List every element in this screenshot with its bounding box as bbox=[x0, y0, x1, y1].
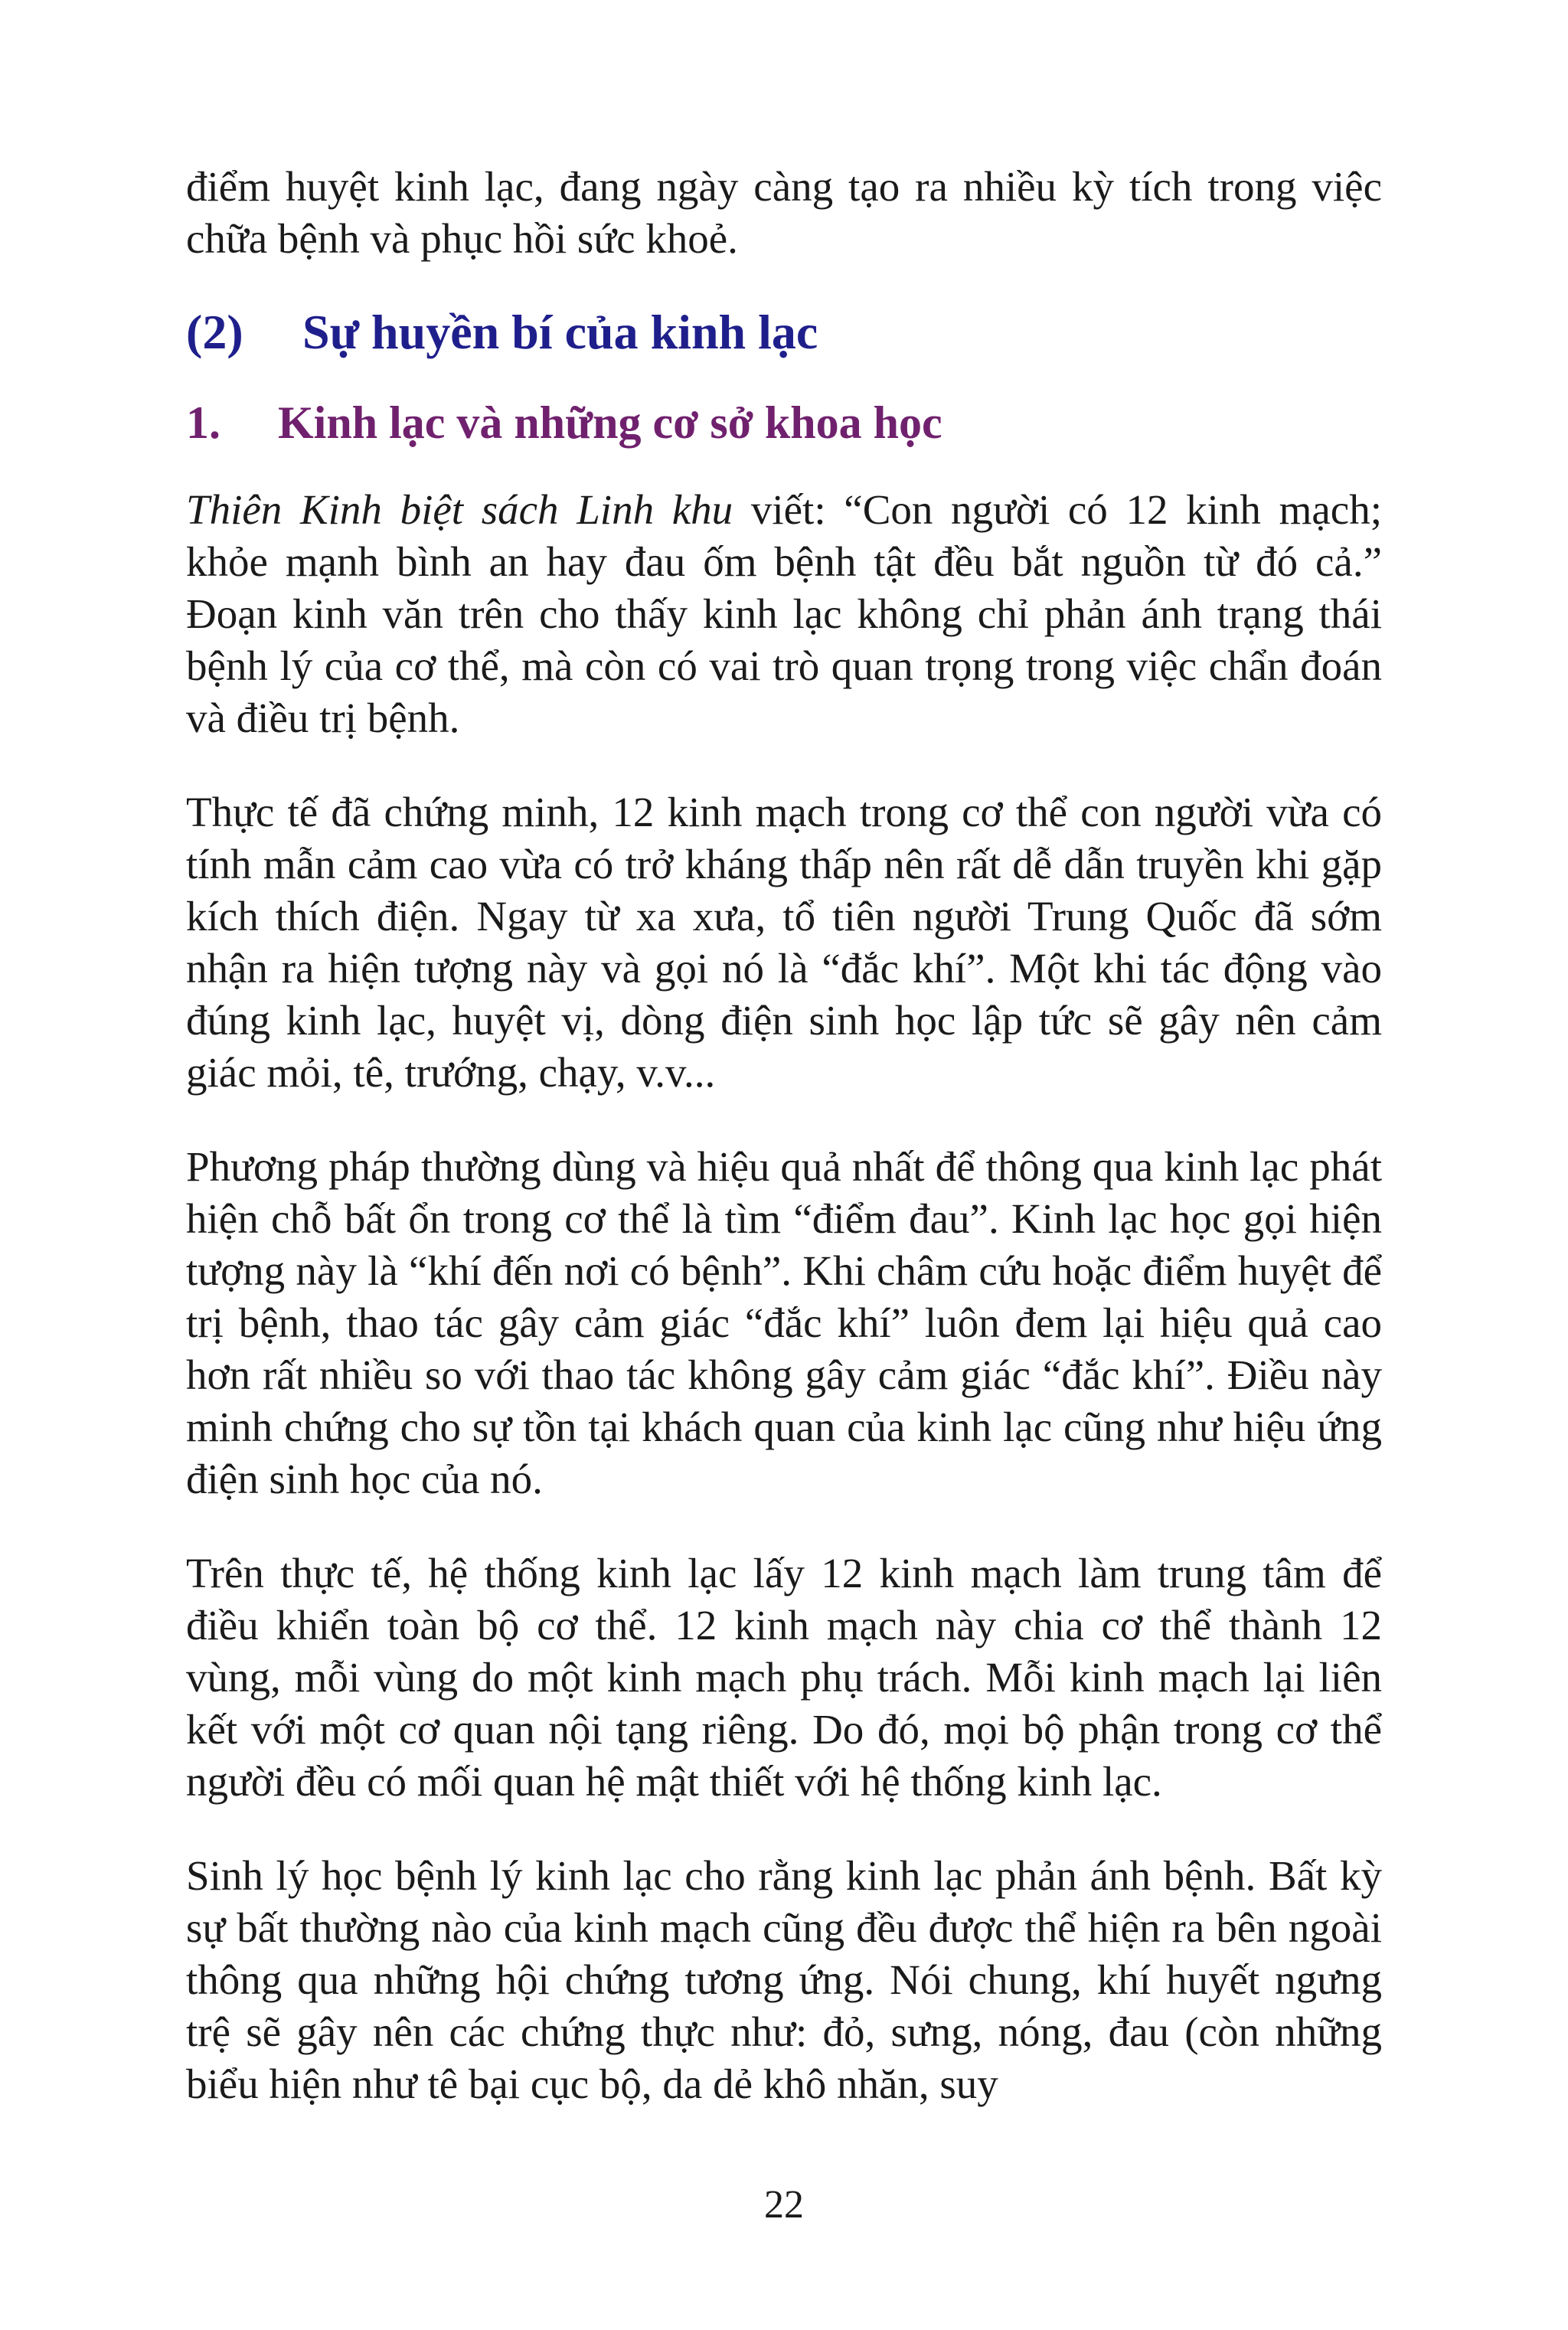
subsection-title: Kinh lạc và những cơ sở khoa học bbox=[278, 397, 942, 448]
body-paragraph-3: Phương pháp thường dùng và hiệu quả nhất để thông qua kinh lạc phát hiện chỗ bất ổn trong cơ thể là tìm “điểm đau”. Kinh lạc học gọi hiện tượng này là “khí đến nơi có bệnh”. Khi châm cứu hoặc điểm huyệt để trị bệnh, thao tác gây cảm giác “đắc khí” luôn đem lại hiệu quả cao hơn rất nhiều so với thao tác không gây cảm giác “đắc khí”. Điều này minh chứng cho sự tồn tại khách quan của kinh lạc cũng như hiệu ứng điện sinh học của nó. bbox=[186, 1143, 1382, 1502]
body-paragraph-5: Sinh lý học bệnh lý kinh lạc cho rằng kinh lạc phản ánh bệnh. Bất kỳ sự bất thường nào của kinh mạch cũng đều được thể hiện ra bên ngoài thông qua những hội chứng tương ứng. Nói chung, khí huyết ngưng trệ sẽ gây nên các chứng thực như: đỏ, sưng, nóng, đau (còn những biểu hiện như tê bại cục bộ, da dẻ khô nhăn, suy bbox=[186, 1852, 1382, 2107]
subsection-heading bbox=[186, 394, 1382, 452]
page-number: 22 bbox=[764, 2183, 804, 2227]
subsection-number: 1. bbox=[186, 397, 220, 448]
intro-paragraph: điểm huyệt kinh lạc, đang ngày càng tạo ra nhiều kỳ tích trong việc chữa bệnh và phục hồi sức khoẻ. bbox=[186, 163, 1382, 262]
section-title: Sự huyền bí của kinh lạc bbox=[302, 305, 818, 359]
body-paragraph-4: Trên thực tế, hệ thống kinh lạc lấy 12 kinh mạch làm trung tâm để điều khiển toàn bộ cơ thể. 12 kinh mạch này chia cơ thể thành 12 vùng, mỗi vùng do một kinh mạch phụ trách. Mỗi kinh mạch lại liên kết với một cơ quan nội tạng riêng. Do đó, mọi bộ phận trong cơ thể người đều có mối quan hệ mật thiết với hệ thống kinh lạc. bbox=[186, 1550, 1382, 1805]
book-citation: Thiên Kinh biệt sách Linh khu bbox=[186, 486, 733, 533]
body-paragraph-2: Thực tế đã chứng minh, 12 kinh mạch trong cơ thể con người vừa có tính mẫn cảm cao vừa có trở kháng thấp nên rất dễ dẫn truyền khi gặp kích thích điện. Ngay từ xa xưa, tổ tiên người Trung Quốc đã sớm nhận ra hiện tượng này và gọi nó là “đắc khí”. Một khi tác động vào đúng kinh lạc, huyệt vị, dòng điện sinh học lập tức sẽ gây nên cảm giác mỏi, tê, trướng, chạy, v.v... bbox=[186, 789, 1382, 1096]
page-content bbox=[186, 161, 1382, 2110]
section-heading bbox=[186, 302, 1382, 363]
body-paragraph-1 bbox=[186, 484, 1382, 744]
section-number: (2) bbox=[186, 305, 243, 359]
paragraph-text: viết: “Con người có 12 kinh mạch; khỏe mạnh bình an hay đau ốm bệnh tật đều bắt nguồn từ đó cả.” Đoạn kinh văn trên cho thấy kinh lạc không chỉ phản ánh trạng thái bệnh lý của cơ thể, mà còn có vai trò quan trọng trong việc chẩn đoán và điều trị bệnh. bbox=[186, 486, 1382, 741]
